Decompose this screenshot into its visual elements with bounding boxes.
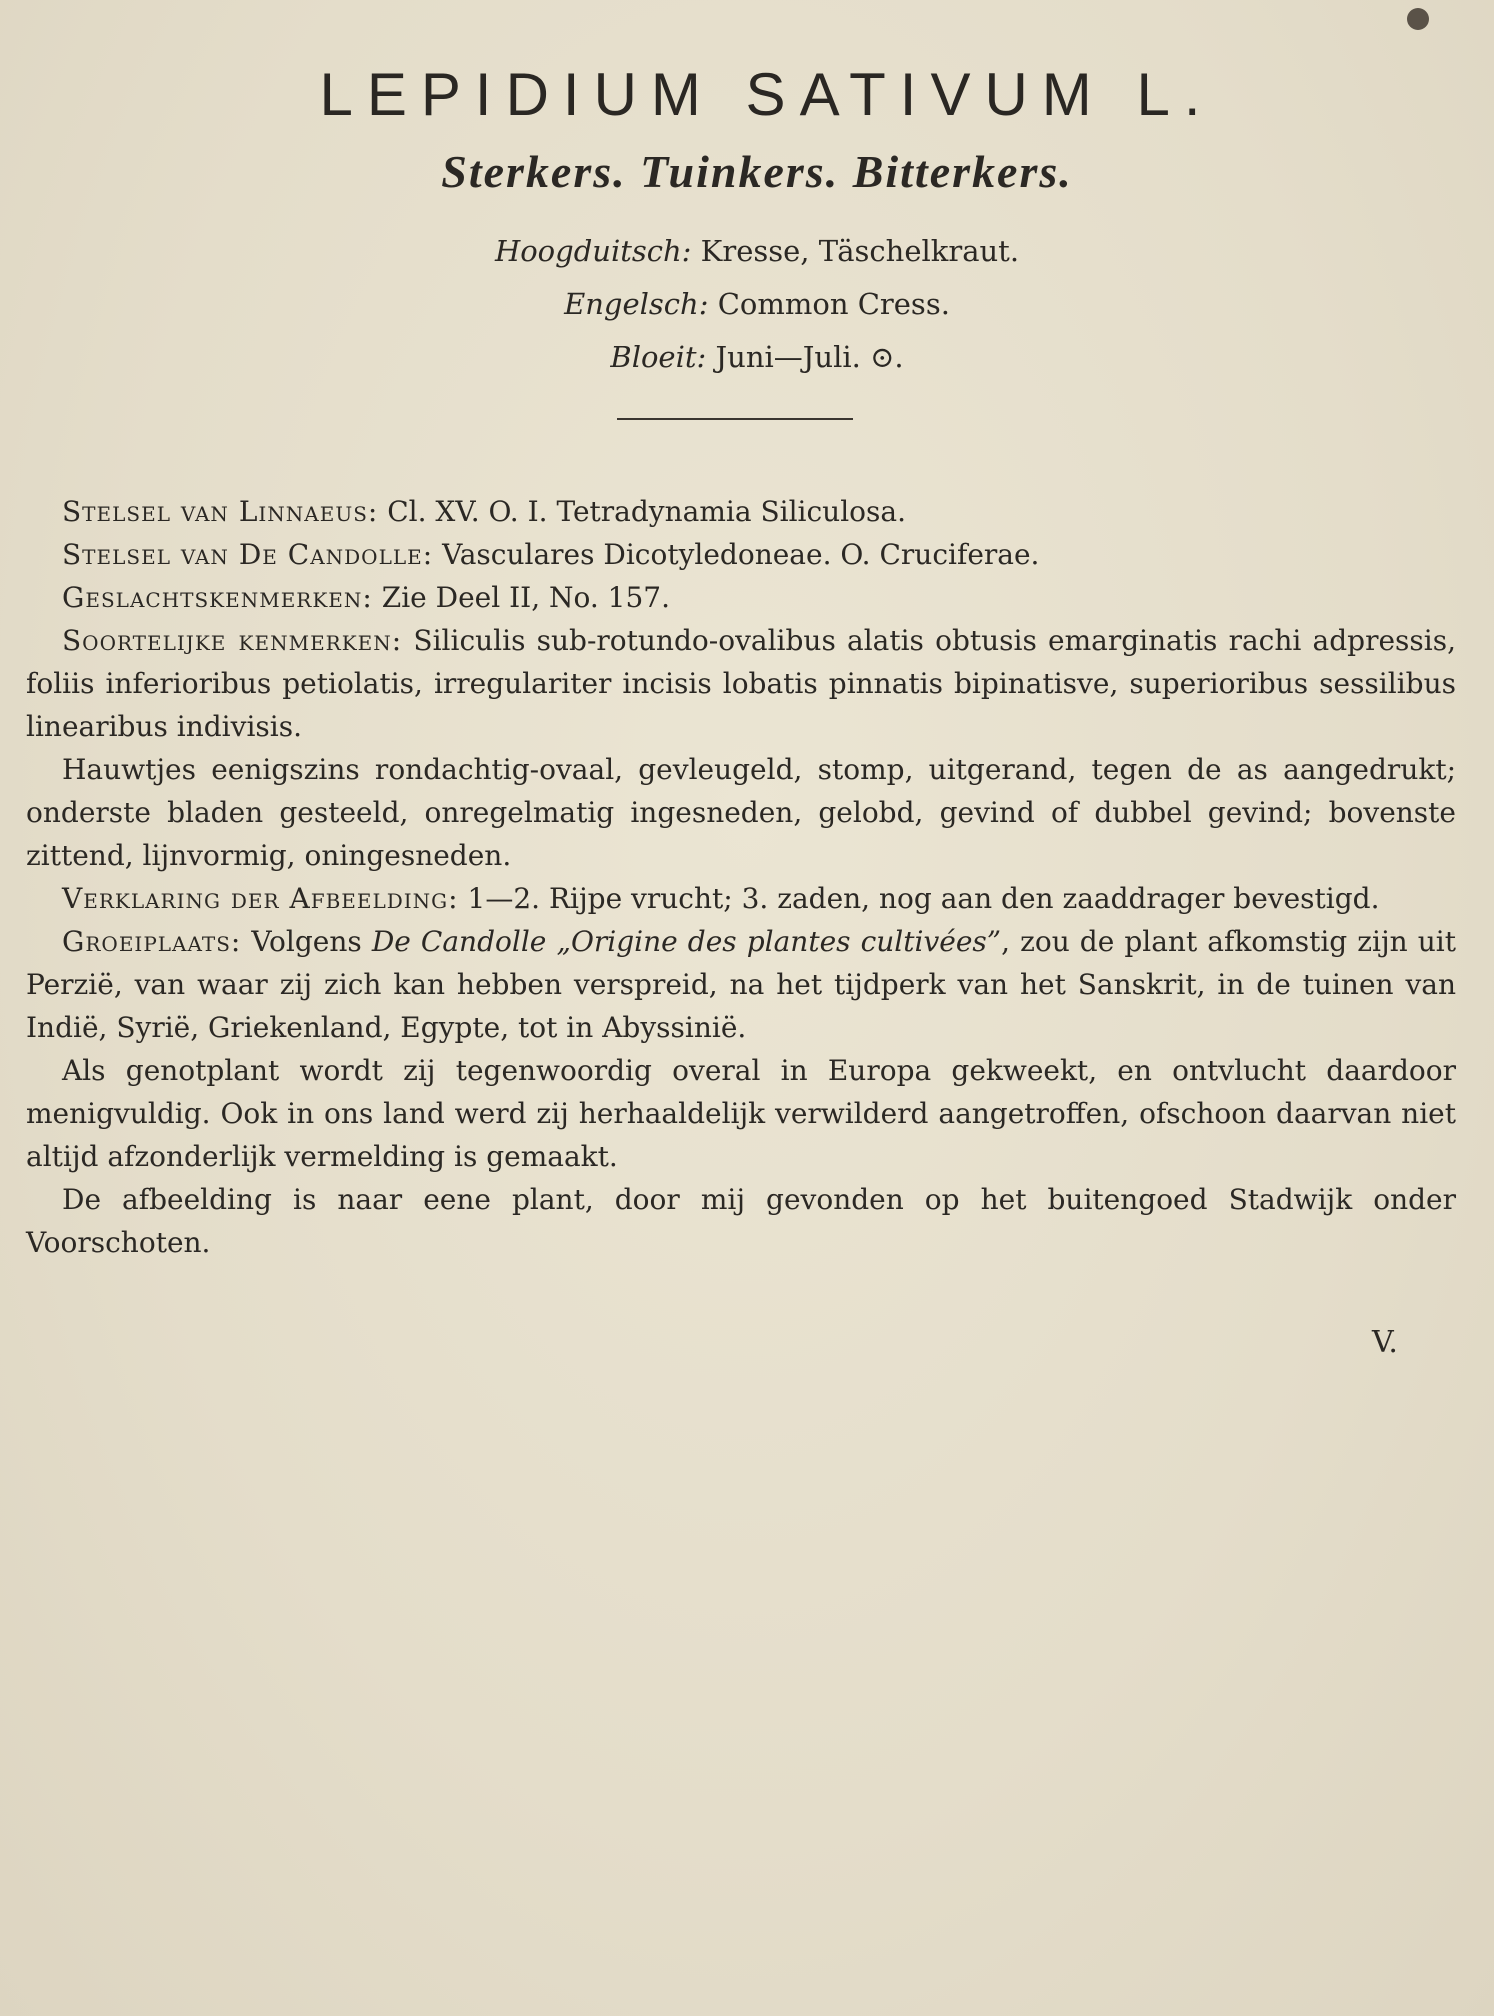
ink-spot: [1407, 8, 1429, 30]
para-geslacht: [26, 576, 1456, 619]
section-text: Vasculares Dicotyledoneae. O. Cruciferae.: [442, 538, 1040, 571]
para-candolle: [26, 533, 1456, 576]
description-body: [26, 490, 1456, 1264]
vernacular-names: [0, 225, 1494, 384]
name-line-english: [20, 278, 1494, 331]
name-line-german: [20, 225, 1494, 278]
para-verklaring: [26, 877, 1456, 920]
section-label: Stelsel van Linnaeus:: [62, 495, 379, 528]
para-afbeelding: De afbeelding is naar eene plant, door mij gevonden op het buitengoed Stadwijk onder Voorschoten.: [26, 1183, 1456, 1259]
work-title: „Origine des plantes cultivées”: [556, 925, 1002, 958]
section-label: Stelsel van De Candolle:: [62, 538, 434, 571]
name-value: Juni—Juli. ⊙.: [715, 340, 904, 374]
section-text: Volgens: [251, 925, 362, 958]
section-label: Groeiplaats:: [62, 925, 242, 958]
page-title: LEPIDIUM SATIVUM L.: [319, 61, 1215, 128]
name-label: Hoogduitsch:: [494, 234, 692, 268]
para-groeiplaats: [26, 920, 1456, 1049]
author-name: De Candolle: [371, 925, 547, 958]
para-hauwtjes: Hauwtjes eenigszins rondachtig-ovaal, gevleugeld, stomp, uitgerand, tegen de as aangedrukt; onderste bladen gesteeld, onregelmatig ingesneden, gelobd, gevind of dubbel gevind; bovenste zittend, lijnvormig, oningesneden.: [26, 753, 1456, 872]
para-genot: Als genotplant wordt zij tegenwoordig overal in Europa gekweekt, en ontvlucht daardoor menigvuldig. Ook in ons land werd zij herhaaldelijk verwilderd aangetroffen, ofschoon daarvan niet altijd afzonderlijk vermelding is gemaakt.: [26, 1054, 1456, 1173]
section-text: Cl. XV. O. I. Tetradynamia Siliculosa.: [387, 495, 906, 528]
name-value: Common Cress.: [717, 287, 950, 321]
name-line-flowering: [20, 331, 1494, 384]
name-value: Kresse, Täschelkraut.: [700, 234, 1020, 268]
section-label: Verklaring der Afbeelding:: [62, 882, 459, 915]
divider: [617, 418, 853, 420]
name-label: Bloeit:: [610, 340, 707, 374]
common-names: Sterkers. Tuinkers. Bitterkers.: [441, 146, 1073, 197]
para-linnaeus: [26, 490, 1456, 533]
author-signature: V.: [1372, 1325, 1398, 1360]
section-text: , zou de plant afkomstig zijn uit Perzië, van waar zij zich kan hebben verspreid, na het tijdperk van het Sanskrit, in de tuinen van Indië, Syrië, Griekenland, Egypte, tot in Abyssinië.: [26, 925, 1457, 1044]
para-soort: [26, 619, 1456, 748]
section-text: 1—2. Rijpe vrucht; 3. zaden, nog aan den zaaddrager bevestigd.: [467, 882, 1380, 915]
name-label: Engelsch:: [564, 287, 709, 321]
section-label: Geslachtskenmerken:: [62, 581, 373, 614]
section-text: Siliculis sub-rotundo-ovalibus alatis obtusis emarginatis rachi adpressis, foliis inferioribus petiolatis, irregulariter incisis lobatis pinnatis bipinatisve, superioribus sessilibus linearibus indivisis.: [26, 624, 1456, 743]
section-text: Zie Deel II, No. 157.: [381, 581, 671, 614]
section-label: Soortelijke kenmerken:: [62, 624, 403, 657]
